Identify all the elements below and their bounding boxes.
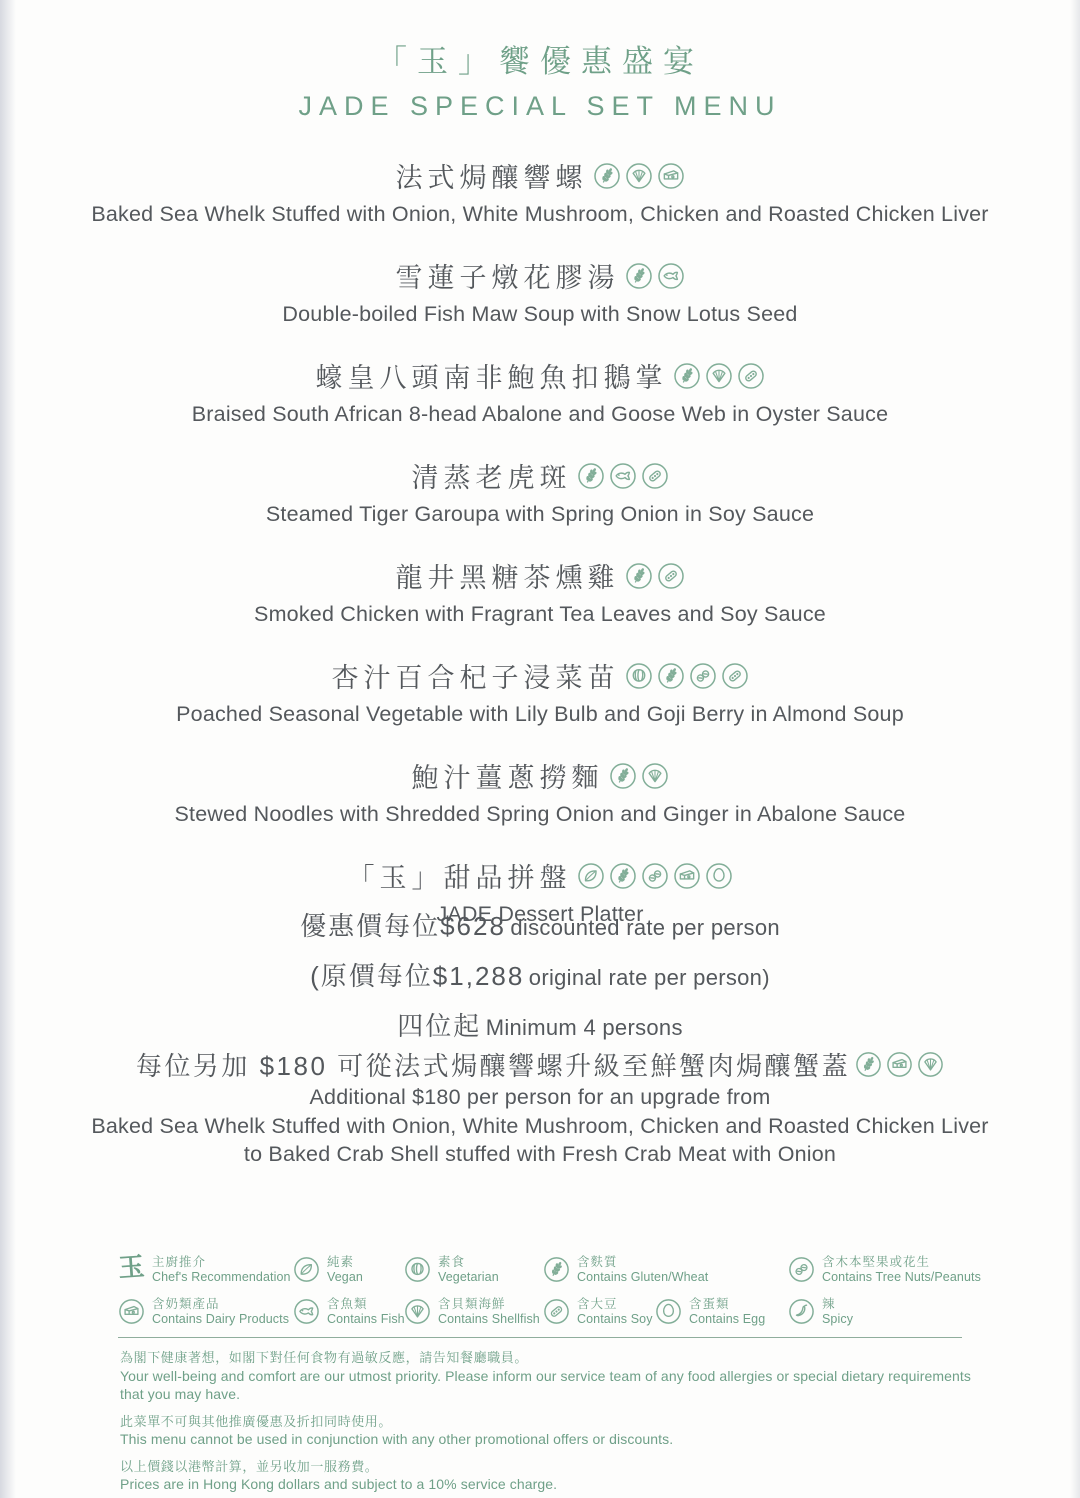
discounted-rate-line [0, 906, 1080, 943]
legend-label-en: Contains Fish [327, 1312, 405, 1326]
legend-text [822, 1255, 981, 1285]
menu-item-name-en: Smoked Chicken with Fragrant Tea Leaves and Soy Sauce [254, 602, 826, 626]
legend-text [577, 1255, 708, 1285]
minimum-persons-line [0, 1006, 1080, 1043]
menu-item-allergen-icons [609, 762, 669, 790]
legend-label-zh: 素食 [438, 1255, 466, 1269]
menu-item-name-en: JADE Dessert Platter [436, 902, 644, 926]
legend-label-zh: 含貝類海鮮 [438, 1297, 506, 1311]
legend-label-en: Contains Tree Nuts/Peanuts [822, 1270, 981, 1284]
legend-label-zh: 含大豆 [577, 1297, 618, 1311]
vegetarian-icon [625, 662, 653, 690]
legend-label-en: Chef's Recommendation [152, 1270, 291, 1284]
minimum-persons-zh: 四位起 [397, 1011, 482, 1041]
menu-item-allergen-icons [577, 862, 733, 890]
footer-note [120, 1349, 990, 1404]
menu-item-name-zh [40, 456, 1040, 495]
legend-egg [655, 1297, 765, 1327]
gluten-icon [609, 862, 637, 890]
soy-icon [721, 662, 749, 690]
legend-text [438, 1255, 499, 1285]
gluten-icon [609, 762, 637, 790]
footer-notes [120, 1349, 990, 1498]
legend-label-en: Vegetarian [438, 1270, 499, 1284]
menu-item [40, 156, 1040, 227]
gluten-icon [625, 262, 653, 290]
menu-item-name-zh-text: 鮑汁薑蔥撈麵 [411, 763, 604, 793]
menu-item-name-en: Stewed Noodles with Shredded Spring Onion and Ginger in Abalone Sauce [174, 802, 906, 826]
legend-gluten [543, 1255, 708, 1285]
legend-label-en: Contains Soy [577, 1312, 653, 1326]
menu-item-name-zh [40, 356, 1040, 395]
menu-item-name-zh-text: 雪蓮子燉花膠湯 [395, 263, 620, 293]
legend-dairy [118, 1297, 289, 1327]
upgrade-line-en-1: Additional $180 per person for an upgrade from [309, 1085, 771, 1109]
menu-item-allergen-icons [625, 562, 685, 590]
legend-label-zh: 含奶類產品 [152, 1297, 220, 1311]
legend-label-en: Contains Gluten/Wheat [577, 1270, 709, 1284]
vegan-icon [577, 862, 605, 890]
jade-chef-recommendation-icon: 玉 [117, 1252, 146, 1284]
nuts-icon [689, 662, 717, 690]
menu-item-allergen-icons [593, 162, 685, 190]
soy-icon [641, 462, 669, 490]
gluten-icon [673, 362, 701, 390]
menu-item-allergen-icons [625, 662, 749, 690]
legend-nuts [788, 1255, 981, 1285]
menu-item-name-en: Poached Seasonal Vegetable with Lily Bulb and Goji Berry in Almond Soup [176, 702, 904, 726]
pricing-block [0, 906, 1080, 1056]
menu-item [40, 256, 1040, 327]
legend-text [577, 1297, 653, 1327]
footer-note [120, 1413, 990, 1449]
legend-jade [117, 1252, 291, 1285]
legend-text [822, 1297, 853, 1327]
legend-shellfish [404, 1297, 540, 1327]
upgrade-line-en-3: to Baked Crab Shell stuffed with Fresh Crab Meat with Onion [243, 1142, 837, 1166]
legend-text [152, 1297, 289, 1327]
menu-item-name-zh-text: 龍井黑糖茶燻雞 [395, 563, 620, 593]
upgrade-text-zh: 每位另加 $180 可從法式焗釀響螺升級至鮮蟹肉焗釀蟹蓋 [135, 1051, 851, 1081]
original-rate-en: original rate per person) [528, 965, 770, 990]
discounted-rate-en: discounted rate per person [510, 915, 780, 940]
menu-item-name-en: Steamed Tiger Garoupa with Spring Onion in Soy Sauce [265, 502, 815, 526]
gluten-icon [577, 462, 605, 490]
upgrade-block [30, 1046, 1050, 1169]
legend-text [152, 1255, 291, 1285]
nuts-icon [788, 1256, 815, 1283]
soy-icon [543, 1298, 570, 1325]
vegan-icon [293, 1256, 320, 1283]
menu-item-name-zh [40, 556, 1040, 595]
legend-label-zh: 辣 [822, 1297, 836, 1311]
menu-item-name-en: Double-boiled Fish Maw Soup with Snow Lotus Seed [282, 302, 798, 326]
menu-item-allergen-icons [673, 362, 765, 390]
nuts-icon [641, 862, 669, 890]
dairy-icon [657, 162, 685, 190]
menu-item-name-zh [40, 756, 1040, 795]
footer-note [120, 1458, 990, 1494]
legend-label-zh: 主廚推介 [152, 1255, 207, 1269]
legend-text [438, 1297, 540, 1327]
legend-label-zh: 含蛋類 [689, 1297, 730, 1311]
menu-item-name-zh-text: 清蒸老虎斑 [411, 463, 572, 493]
fish-icon [609, 462, 637, 490]
menu-item-name-zh-text: 法式焗釀響螺 [395, 163, 588, 193]
legend-label-en: Vegan [327, 1270, 363, 1284]
gluten-icon [855, 1051, 882, 1078]
shellfish-icon [625, 162, 653, 190]
page-title [0, 36, 1080, 122]
legend-fish [293, 1297, 405, 1327]
menu-item-allergen-icons [625, 262, 685, 290]
discounted-rate-zh: 優惠價每位$628 [300, 911, 506, 941]
legend-label-zh: 含魚類 [327, 1297, 368, 1311]
shellfish-icon [641, 762, 669, 790]
footer-note-en: Prices are in Hong Kong dollars and subject to a 10% service charge. [120, 1476, 558, 1492]
gluten-icon [543, 1256, 570, 1283]
menu-item-name-en: Braised South African 8-head Abalone and Goose Web in Oyster Sauce [191, 402, 889, 426]
footer-note-zh: 此菜單不可與其他推廣優惠及折扣同時使用。 [120, 1413, 393, 1429]
menu-item-name-en: Baked Sea Whelk Stuffed with Onion, White Mushroom, Chicken and Roasted Chicken Liver [91, 202, 989, 226]
egg-icon [705, 862, 733, 890]
shellfish-icon [404, 1298, 431, 1325]
gluten-icon [625, 562, 653, 590]
legend-label-zh: 含木本堅果或花生 [822, 1255, 931, 1269]
egg-icon [655, 1298, 682, 1325]
menu-item [40, 556, 1040, 627]
dairy-icon [673, 862, 701, 890]
menu-item [40, 656, 1040, 727]
menu-item-name-zh-text: 蠔皇八頭南非鮑魚扣鵝掌 [315, 363, 668, 393]
legend-text [327, 1255, 363, 1285]
shellfish-icon [705, 362, 733, 390]
fish-icon [293, 1298, 320, 1325]
soy-icon [657, 562, 685, 590]
menu-item-allergen-icons [577, 462, 669, 490]
upgrade-line-zh [30, 1046, 1050, 1083]
page-title-zh: 「玉」饗優惠盛宴 [376, 44, 704, 79]
legend-label-en: Contains Shellfish [438, 1312, 540, 1326]
menu-item-name-zh [40, 656, 1040, 695]
menu-item-list [40, 156, 1040, 956]
menu-item-name-zh [40, 256, 1040, 295]
legend-soy [543, 1297, 653, 1327]
legend-label-zh: 含麩質 [577, 1255, 618, 1269]
vegetarian-icon [404, 1256, 431, 1283]
footer-note-en: Your well-being and comfort are our utmost priority. Please inform our service team of any food allergies or special dietary requirements that you may have. [120, 1367, 971, 1402]
gluten-icon [593, 162, 621, 190]
menu-item [40, 756, 1040, 827]
original-rate-line [0, 956, 1080, 993]
footer-note-zh: 為閣下健康著想，如閣下對任何食物有過敏反應，請告知餐廳職員。 [120, 1350, 529, 1365]
upgrade-allergen-icons [855, 1051, 944, 1078]
dairy-icon [886, 1051, 913, 1078]
shellfish-icon [917, 1051, 944, 1078]
legend-vegetarian [404, 1255, 499, 1285]
soy-icon [737, 362, 765, 390]
footer-note-zh: 以上價錢以港幣計算，並另收加一服務費。 [120, 1458, 379, 1474]
legend-label-en: Contains Egg [689, 1312, 766, 1326]
gluten-icon [657, 662, 685, 690]
menu-item [40, 456, 1040, 527]
legend-vegan [293, 1255, 363, 1285]
legend-label-en: Contains Dairy Products [152, 1312, 290, 1326]
footer-divider [118, 1337, 962, 1338]
fish-icon [657, 262, 685, 290]
menu-item-name-zh-text: 「玉」甜品拼盤 [347, 863, 572, 893]
spicy-icon [788, 1298, 815, 1325]
page-title-en: JADE SPECIAL SET MENU [298, 91, 782, 121]
original-rate-zh: (原價每位$1,288 [310, 961, 525, 991]
legend-text [327, 1297, 405, 1327]
minimum-persons-en: Minimum 4 persons [485, 1015, 683, 1040]
menu-item-name-zh [40, 156, 1040, 195]
legend-label-en: Spicy [822, 1312, 854, 1326]
legend-spicy [788, 1297, 853, 1327]
upgrade-line-en-2: Baked Sea Whelk Stuffed with Onion, White Mushroom, Chicken and Roasted Chicken Liver [91, 1113, 989, 1138]
footer-note-en: This menu cannot be used in conjunction with any other promotional offers or discounts. [120, 1431, 674, 1447]
legend-label-zh: 純素 [327, 1255, 355, 1269]
legend-text [689, 1297, 765, 1327]
dairy-icon [118, 1298, 145, 1325]
menu-item-name-zh-text: 杏汁百合杞子浸菜苗 [331, 663, 620, 693]
menu-item [40, 356, 1040, 427]
menu-item-name-zh [40, 856, 1040, 895]
